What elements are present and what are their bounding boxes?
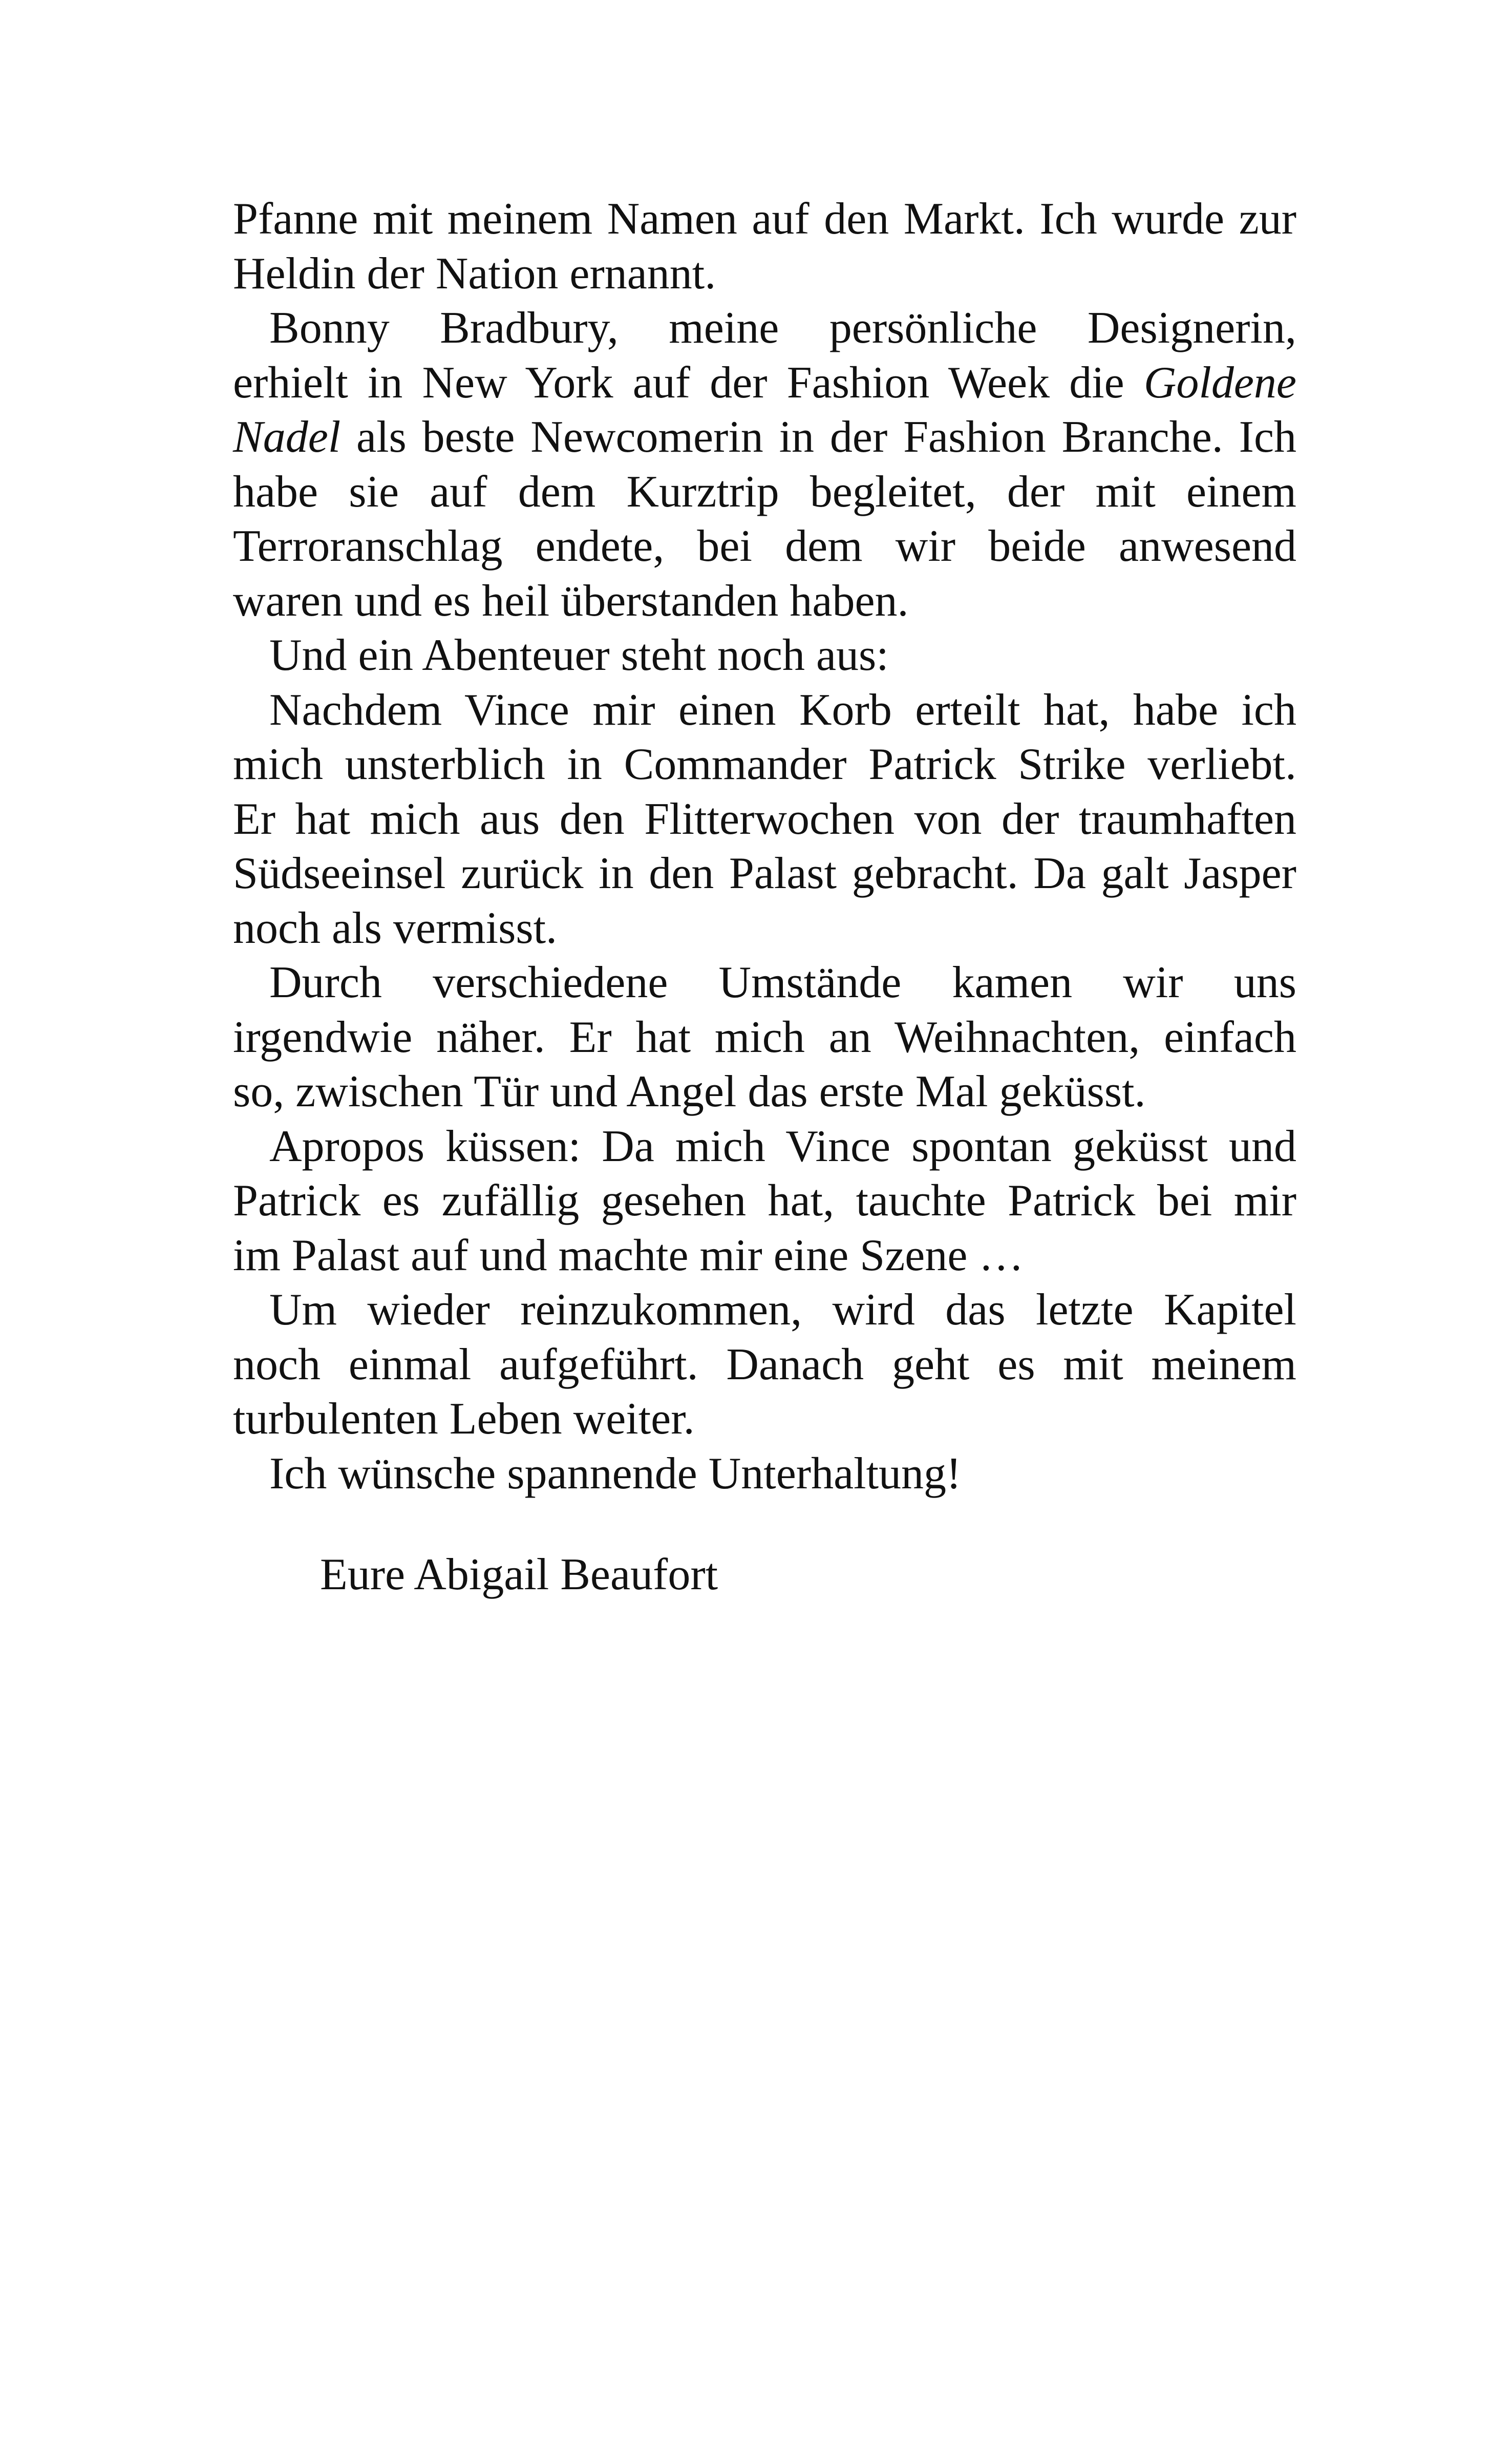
- text-line: irgendwie näher. Er hat mich an Weihnachten, einfach: [233, 1012, 1296, 1062]
- text-line: Durch verschiedene Umstände kamen wir uns: [269, 958, 1296, 1007]
- text-line: mich unsterblich in Commander Patrick Strike verliebt.: [233, 740, 1296, 789]
- text-line: Pfanne mit meinem Namen auf den Markt. Ich wurde zur: [233, 194, 1296, 244]
- book-title-italic: Nadel: [233, 412, 341, 462]
- text-line: Nachdem Vince mir einen Korb erteilt hat, habe ich: [269, 685, 1296, 735]
- text-line: habe sie auf dem Kurztrip begleitet, der mit einem: [233, 467, 1296, 517]
- text-line: Südseeinsel zurück in den Palast gebracht. Da galt Jasper: [233, 849, 1296, 898]
- text-line: noch einmal aufgeführt. Danach geht es mit meinem: [233, 1339, 1296, 1389]
- signature: Eure Abigail Beaufort: [320, 1550, 718, 1599]
- body-text: [233, 192, 1296, 1603]
- text-line: im Palast auf und machte mir eine Szene …: [233, 1230, 1024, 1280]
- text-line: Um wieder reinzukommen, wird das letzte Kapitel: [269, 1285, 1296, 1335]
- text-line: Patrick es zufällig gesehen hat, tauchte Patrick bei mir: [233, 1176, 1296, 1226]
- text-line: Heldin der Nation ernannt.: [233, 248, 716, 299]
- text-line: Apropos küssen: Da mich Vince spontan geküsst und: [269, 1121, 1296, 1171]
- text-run: als beste Newcomerin in der Fashion Branche. Ich: [340, 412, 1296, 462]
- text-line: Terroranschlag endete, bei dem wir beide anwesend: [233, 521, 1296, 571]
- text-line: Und ein Abenteuer steht noch aus:: [269, 630, 889, 680]
- text-line: Ich wünsche spannende Unterhaltung!: [269, 1448, 962, 1499]
- text-line: waren und es heil überstanden haben.: [233, 576, 909, 626]
- text-run: erhielt in New York auf der Fashion Week die: [233, 357, 1144, 408]
- text-line: Bonny Bradbury, meine persönliche Designerin,: [269, 303, 1296, 353]
- text-line: turbulenten Leben weiter.: [233, 1394, 695, 1444]
- text-line: so, zwischen Tür und Angel das erste Mal geküsst.: [233, 1067, 1146, 1116]
- paragraph-gap: [233, 1501, 1296, 1548]
- text-line: [233, 356, 1296, 411]
- text-line: noch als vermisst.: [233, 903, 558, 953]
- text-line: [233, 410, 1296, 465]
- book-title-italic: Goldene: [1143, 357, 1296, 408]
- text-line: Er hat mich aus den Flitterwochen von der traumhaften: [233, 794, 1296, 844]
